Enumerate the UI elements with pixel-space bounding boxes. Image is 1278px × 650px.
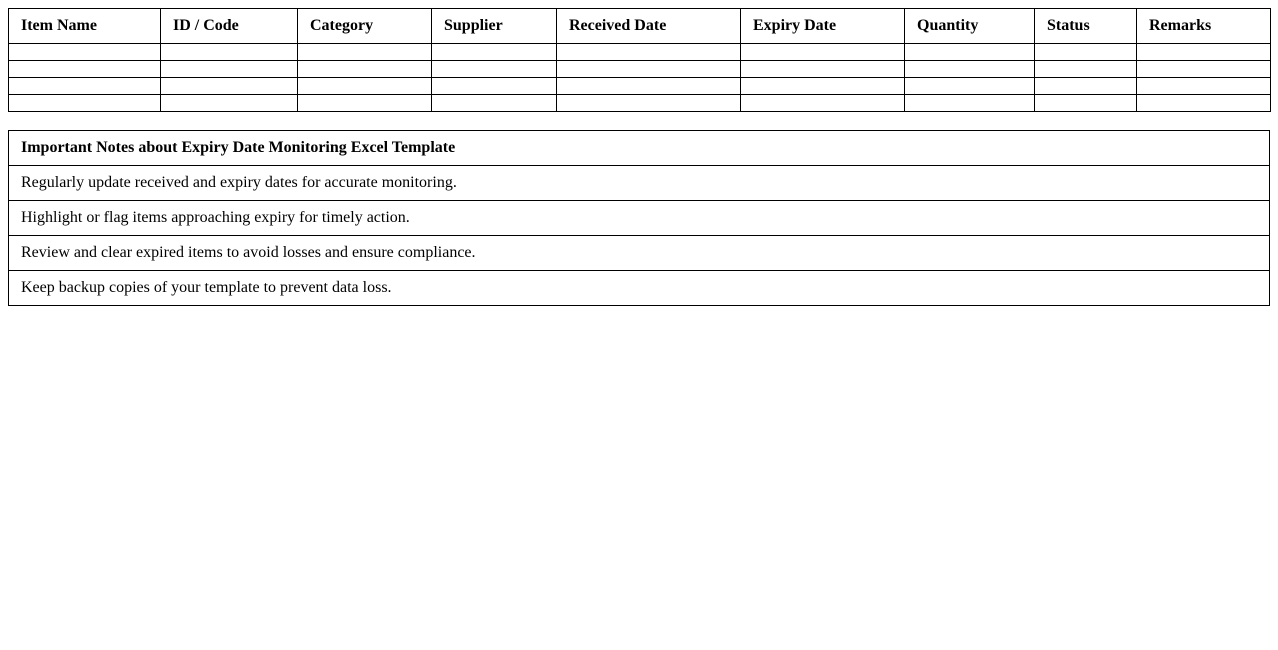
table-cell[interactable] (432, 78, 557, 95)
note-row (9, 201, 1270, 236)
table-cell[interactable] (905, 61, 1035, 78)
note-item: Regularly update received and expiry dates for accurate monitoring. (9, 166, 1270, 201)
notes-title: Important Notes about Expiry Date Monitoring Excel Template (9, 131, 1270, 166)
column-header-quantity: Quantity (905, 9, 1035, 44)
table-cell[interactable] (905, 95, 1035, 112)
column-header-item-name: Item Name (9, 9, 161, 44)
table-cell[interactable] (161, 95, 298, 112)
note-item: Keep backup copies of your template to prevent data loss. (9, 271, 1270, 306)
column-header-id-code: ID / Code (161, 9, 298, 44)
table-row (9, 78, 1271, 95)
note-item: Highlight or flag items approaching expiry for timely action. (9, 201, 1270, 236)
table-cell[interactable] (1035, 44, 1137, 61)
table-cell[interactable] (9, 78, 161, 95)
table-cell[interactable] (741, 61, 905, 78)
column-header-status: Status (1035, 9, 1137, 44)
table-cell[interactable] (432, 61, 557, 78)
table-row (9, 61, 1271, 78)
table-cell[interactable] (432, 95, 557, 112)
table-cell[interactable] (557, 61, 741, 78)
table-row (9, 95, 1271, 112)
table-cell[interactable] (1035, 78, 1137, 95)
table-cell[interactable] (741, 78, 905, 95)
table-cell[interactable] (557, 95, 741, 112)
table-cell[interactable] (298, 95, 432, 112)
column-header-remarks: Remarks (1137, 9, 1271, 44)
table-cell[interactable] (905, 44, 1035, 61)
table-cell[interactable] (1137, 44, 1271, 61)
table-cell[interactable] (9, 95, 161, 112)
table-cell[interactable] (741, 44, 905, 61)
note-row (9, 166, 1270, 201)
table-cell[interactable] (298, 44, 432, 61)
table-header-row (9, 9, 1271, 44)
table-cell[interactable] (1035, 95, 1137, 112)
table-row (9, 44, 1271, 61)
note-item: Review and clear expired items to avoid losses and ensure compliance. (9, 236, 1270, 271)
notes-title-row (9, 131, 1270, 166)
table-cell[interactable] (298, 61, 432, 78)
column-header-received-date: Received Date (557, 9, 741, 44)
table-cell[interactable] (1035, 61, 1137, 78)
expiry-monitoring-table (8, 8, 1271, 112)
table-cell[interactable] (9, 44, 161, 61)
table-cell[interactable] (161, 78, 298, 95)
column-header-supplier: Supplier (432, 9, 557, 44)
table-cell[interactable] (298, 78, 432, 95)
table-cell[interactable] (9, 61, 161, 78)
table-cell[interactable] (1137, 61, 1271, 78)
table-cell[interactable] (1137, 78, 1271, 95)
table-cell[interactable] (905, 78, 1035, 95)
table-cell[interactable] (161, 44, 298, 61)
important-notes-table (8, 130, 1270, 306)
table-cell[interactable] (1137, 95, 1271, 112)
table-cell[interactable] (557, 44, 741, 61)
column-header-category: Category (298, 9, 432, 44)
column-header-expiry-date: Expiry Date (741, 9, 905, 44)
note-row (9, 271, 1270, 306)
note-row (9, 236, 1270, 271)
table-cell[interactable] (161, 61, 298, 78)
table-cell[interactable] (432, 44, 557, 61)
table-cell[interactable] (741, 95, 905, 112)
table-cell[interactable] (557, 78, 741, 95)
